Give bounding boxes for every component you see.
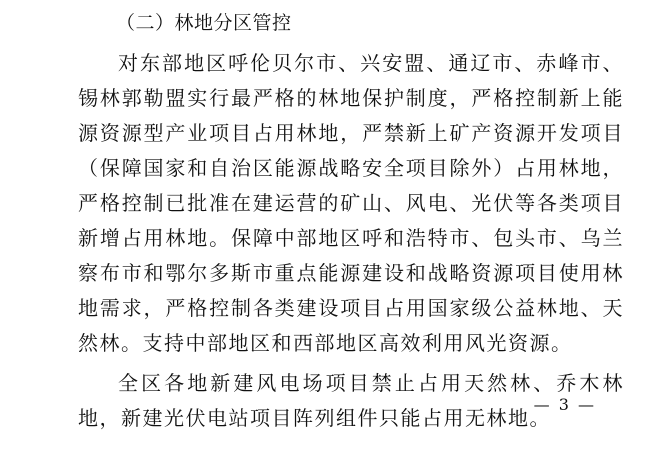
- paragraph-wind-solar: 全区各地新建风电场项目禁止占用天然林、乔木林地，新建光伏电站项目阵列组件只能占用无林地。: [78, 371, 624, 430]
- section-heading: （二）林地分区管控: [116, 12, 292, 34]
- page-number: — 3 —: [533, 395, 596, 414]
- paragraph-forest-zoning: 对东部地区呼伦贝尔市、兴安盟、通辽市、赤峰市、锡林郭勒盟实行最严格的林地保护制度，严格控制新上能源资源型产业项目占用林地，严禁新上矿产资源开发项目（保障国家和自治区能源战略安全项目除外）占用林地，严格控制已批准在建运营的矿山、风电、光伏等各类项目新增占用林地。保障中部地区呼和浩特市、包头市、乌兰察布市和鄂尔多斯市重点能源建设和战略资源项目使用林地需求，严格控制各类建设项目占用国家级公益林地、天然林。支持中部地区和西部地区高效利用风光资源。: [78, 51, 624, 355]
